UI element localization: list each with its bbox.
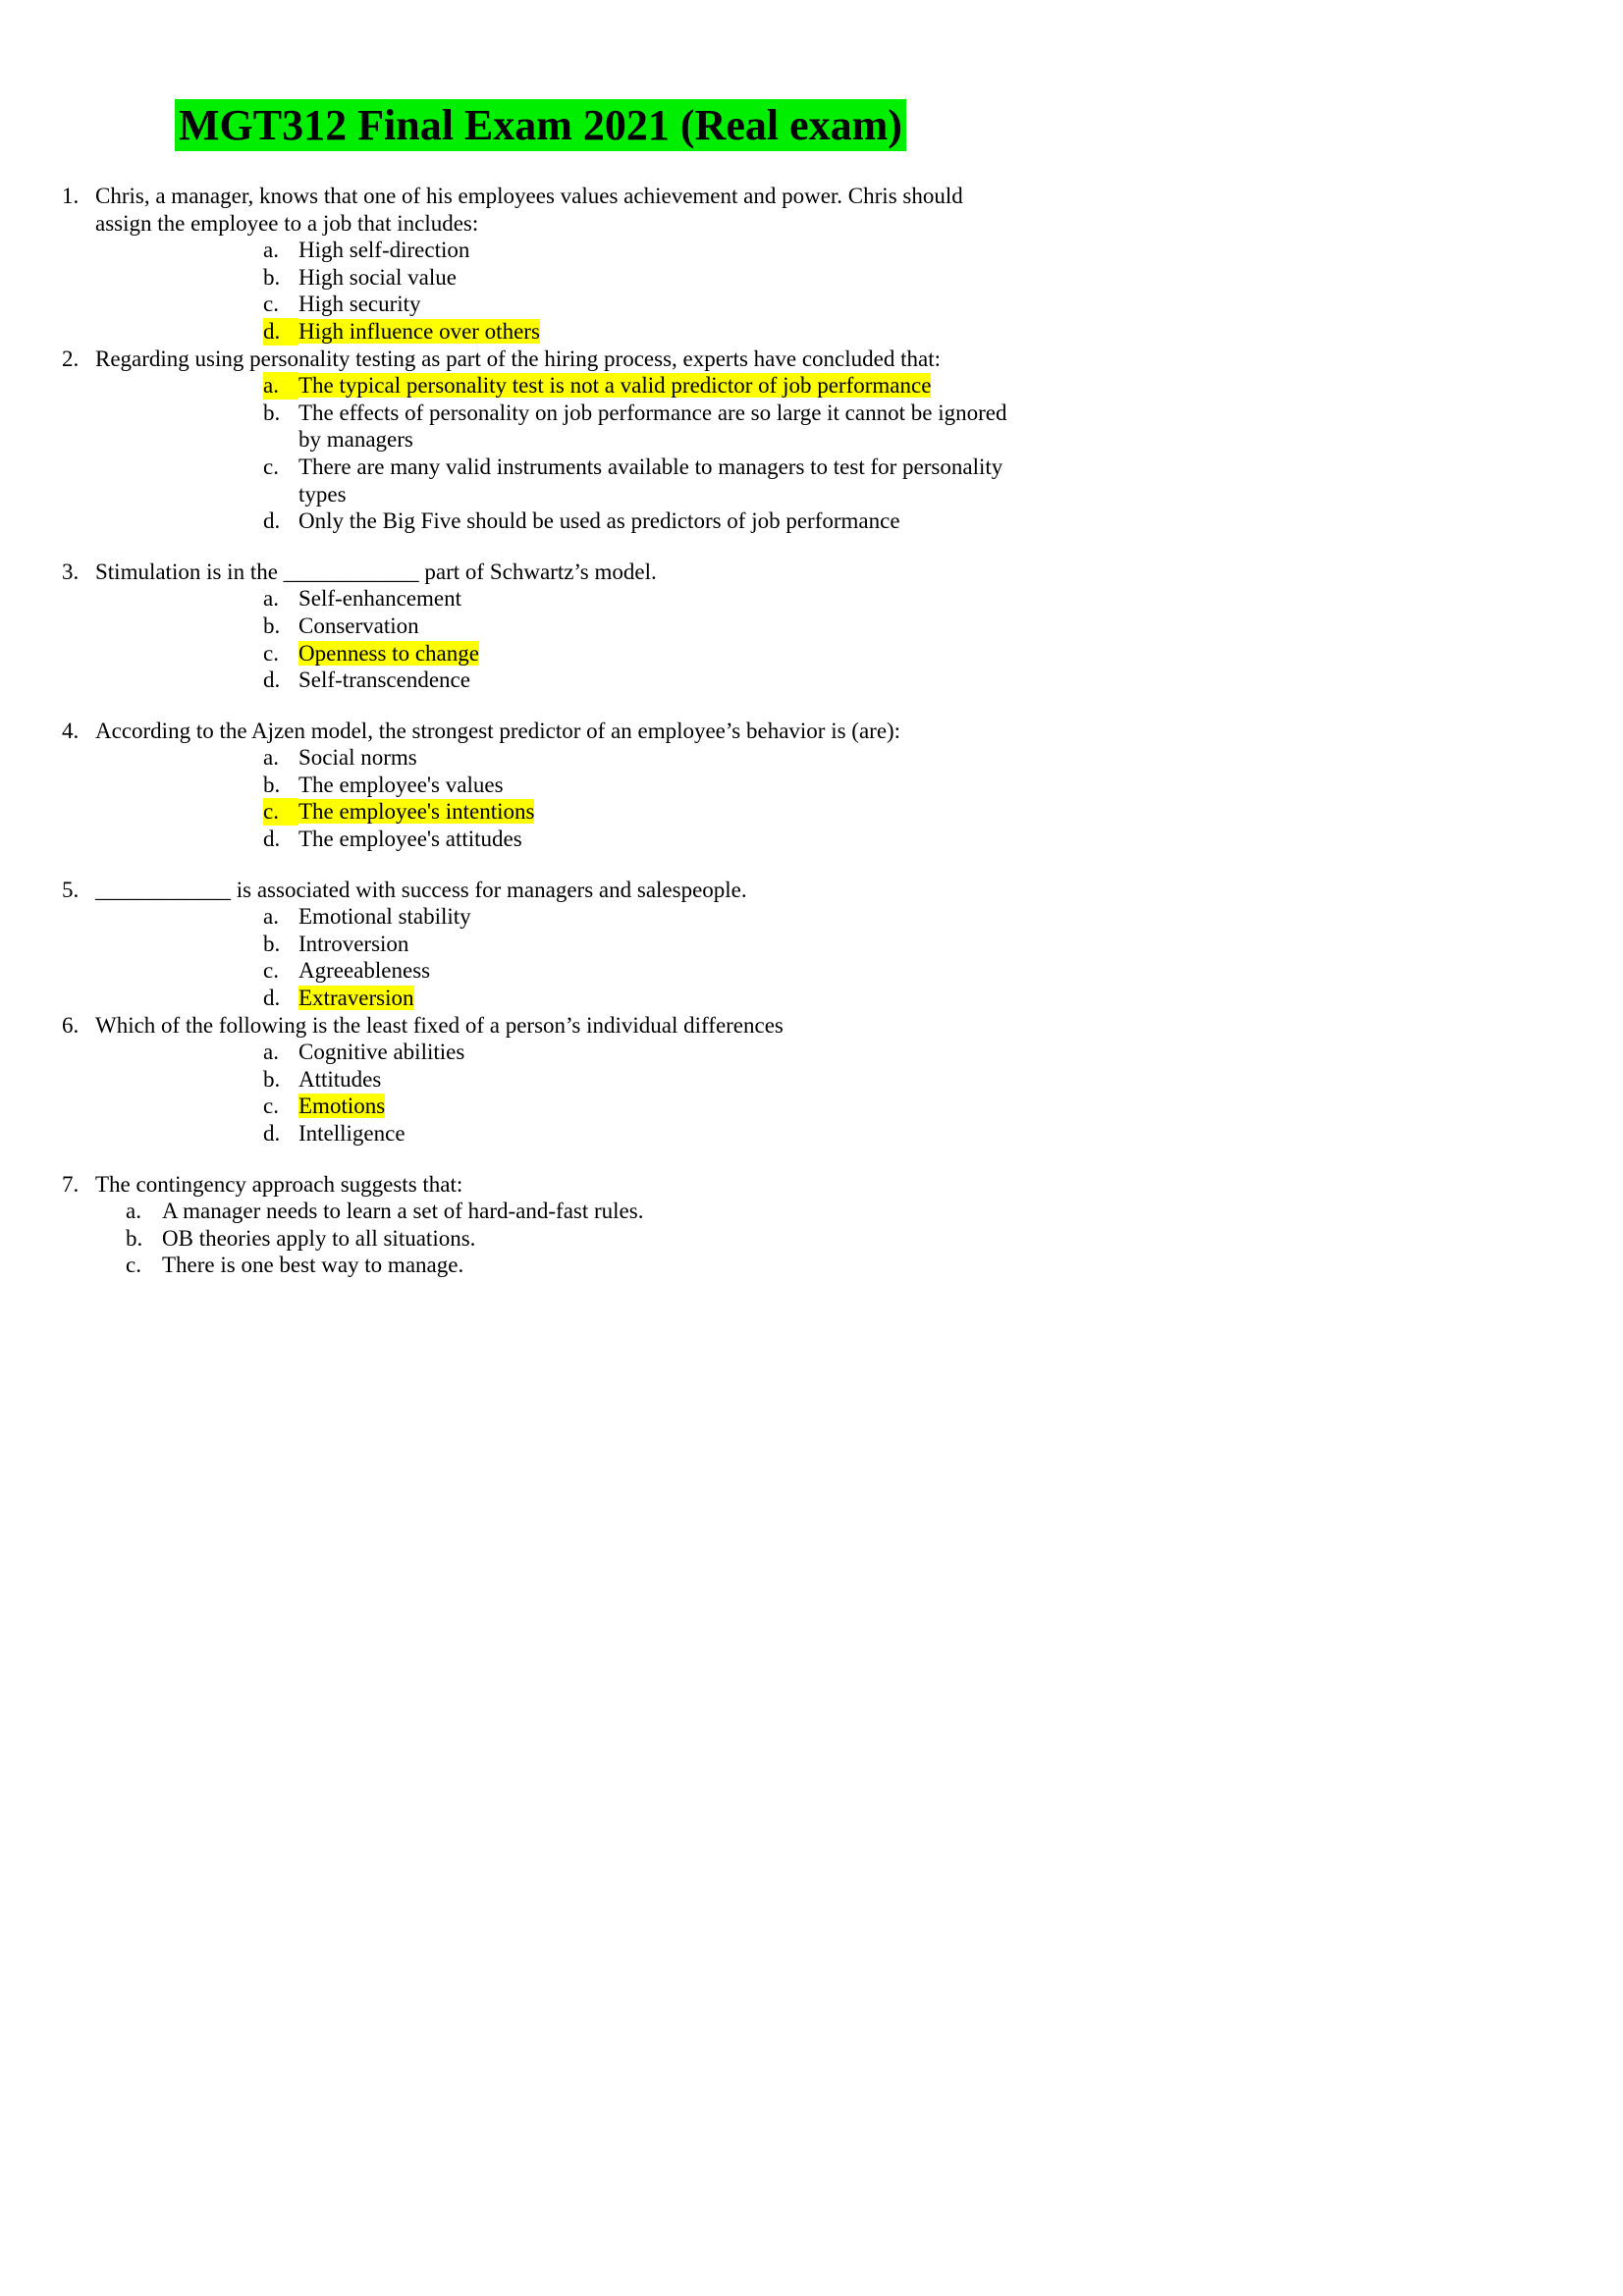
- option: [263, 772, 1019, 799]
- question-text: The contingency approach suggests that:: [95, 1171, 463, 1197]
- question: [62, 1171, 1019, 1279]
- option-answer-highlight: Emotions: [298, 1094, 386, 1119]
- option: [263, 1093, 1019, 1120]
- option-text: [298, 957, 1019, 985]
- option-answer-highlight: Extraversion: [298, 986, 414, 1011]
- option-text: [298, 291, 1019, 318]
- option-text: [298, 640, 1019, 667]
- option-text-span: There are many valid instruments available to managers to test for personality types: [298, 454, 1003, 507]
- option-text-span: The employee's attitudes: [298, 827, 522, 852]
- option-list: [62, 1198, 1019, 1279]
- option-text: [162, 1225, 1019, 1253]
- option-text-span: Attitudes: [298, 1066, 382, 1092]
- option-letter: a.: [263, 372, 298, 400]
- option-letter: a.: [263, 904, 279, 930]
- option-text-span: OB theories apply to all situations.: [162, 1225, 476, 1251]
- option-letter: a.: [126, 1199, 141, 1224]
- option-text-span: Self-enhancement: [298, 586, 462, 612]
- option-list: [62, 372, 1019, 535]
- question-text: Regarding using personality testing as part of the hiring process, experts have concluded that:: [95, 346, 941, 371]
- option-text: [298, 1120, 1019, 1148]
- page-title: [62, 98, 1019, 153]
- option: [126, 1225, 1019, 1253]
- option-letter: b.: [263, 1066, 281, 1092]
- option-text: [298, 264, 1019, 292]
- option: [263, 318, 1019, 346]
- option-letter: c.: [263, 640, 279, 666]
- question-header: [62, 1171, 1019, 1199]
- option-letter: a.: [263, 586, 279, 612]
- question-header: [62, 1012, 1019, 1040]
- option-text-span: Agreeableness: [298, 958, 431, 984]
- option-answer-highlight: Openness to change: [298, 640, 479, 666]
- option-text: [298, 237, 1019, 264]
- option-answer-highlight: The typical personality test is not a valid predictor of job performance: [298, 373, 932, 399]
- option-text-span: Only the Big Five should be used as predictors of job performance: [298, 508, 900, 534]
- option-letter: d.: [263, 667, 281, 693]
- option-letter: b.: [263, 931, 281, 956]
- option-letter: d.: [263, 827, 281, 852]
- option-letter: b.: [263, 613, 281, 638]
- option: [263, 372, 1019, 400]
- option: [263, 291, 1019, 318]
- option-text: [298, 931, 1019, 958]
- option: [263, 1066, 1019, 1094]
- option-text: [298, 798, 1019, 826]
- option-text-span: Introversion: [298, 931, 409, 956]
- option-text-span: Intelligence: [298, 1121, 406, 1146]
- question: [62, 877, 1019, 1012]
- option-letter: b.: [263, 772, 281, 797]
- option: [263, 985, 1019, 1012]
- option: [263, 585, 1019, 613]
- option-text-span: High self-direction: [298, 238, 470, 263]
- question-header: [62, 877, 1019, 904]
- option-list: [62, 903, 1019, 1011]
- option-text: [298, 454, 1019, 507]
- option-letter: c.: [263, 454, 279, 479]
- option-text: [298, 400, 1019, 454]
- option: [263, 640, 1019, 667]
- question: [62, 346, 1019, 535]
- option-text: [298, 744, 1019, 772]
- option-text: [298, 1066, 1019, 1094]
- question: [62, 1012, 1019, 1148]
- question-number: 2.: [62, 346, 80, 371]
- question: [62, 183, 1019, 346]
- option-text: [298, 772, 1019, 799]
- option-letter: d.: [263, 1121, 281, 1146]
- option-text-span: Cognitive abilities: [298, 1040, 465, 1065]
- option-letter: c.: [263, 958, 279, 984]
- option-letter: d.: [263, 508, 281, 534]
- option: [263, 744, 1019, 772]
- option-text-span: The employee's values: [298, 772, 504, 797]
- option: [263, 264, 1019, 292]
- option-list: [62, 1039, 1019, 1147]
- question-number: 3.: [62, 559, 80, 584]
- option: [263, 931, 1019, 958]
- option-text-span: Emotional stability: [298, 904, 471, 930]
- question-text: Which of the following is the least fixed of a person’s individual differences: [95, 1012, 784, 1038]
- option-letter: c.: [263, 1094, 279, 1119]
- option-text: [298, 667, 1019, 694]
- option-letter: b.: [126, 1225, 143, 1251]
- option-text-span: Self-transcendence: [298, 667, 470, 693]
- option-text: [298, 585, 1019, 613]
- option: [126, 1252, 1019, 1279]
- question-number: 7.: [62, 1171, 80, 1197]
- question-text: Stimulation is in the ____________ part of Schwartz’s model.: [95, 559, 657, 584]
- option: [263, 237, 1019, 264]
- option: [263, 798, 1019, 826]
- option-letter: a.: [263, 745, 279, 771]
- option-list: [62, 585, 1019, 693]
- question-header: [62, 183, 1019, 237]
- option-letter: c.: [263, 798, 298, 826]
- option: [126, 1198, 1019, 1225]
- question-number: 5.: [62, 877, 80, 902]
- option: [263, 957, 1019, 985]
- option: [263, 826, 1019, 853]
- option-letter: d.: [263, 986, 281, 1011]
- option-letter: b.: [263, 400, 281, 425]
- question-number: 6.: [62, 1012, 80, 1038]
- option-text: [298, 507, 1019, 535]
- question-number: 1.: [62, 184, 80, 208]
- option-text: [298, 318, 1019, 346]
- option-answer-highlight: The employee's intentions: [298, 799, 535, 825]
- option-letter: d.: [263, 318, 298, 346]
- question: [62, 718, 1019, 853]
- option: [263, 613, 1019, 640]
- option-text-span: Social norms: [298, 745, 417, 771]
- question-text: ____________ is associated with success for managers and salespeople.: [95, 877, 747, 902]
- question-header: [62, 718, 1019, 745]
- question-text: According to the Ajzen model, the strongest predictor of an employee’s behavior is (are):: [95, 718, 901, 743]
- option-text-span: A manager needs to learn a set of hard-and-fast rules.: [162, 1199, 644, 1224]
- option-letter: b.: [263, 264, 281, 290]
- option-list: [62, 237, 1019, 345]
- page-title-text: MGT312 Final Exam 2021 (Real exam): [175, 99, 906, 151]
- option-answer-highlight: High influence over others: [298, 318, 540, 344]
- option-text: [298, 826, 1019, 853]
- option: [263, 667, 1019, 694]
- option: [263, 1120, 1019, 1148]
- exam-content: [0, 0, 1019, 1279]
- option-letter: a.: [263, 238, 279, 263]
- option-text-span: Conservation: [298, 613, 419, 638]
- option: [263, 507, 1019, 535]
- option-letter: c.: [126, 1253, 141, 1278]
- option-text: [298, 1093, 1019, 1120]
- question-header: [62, 346, 1019, 373]
- option-letter: c.: [263, 292, 279, 317]
- option: [263, 1039, 1019, 1066]
- option-text: [298, 613, 1019, 640]
- option: [263, 400, 1019, 454]
- question-text: Chris, a manager, knows that one of his employees values achievement and power. Chris should assign the employee to a job that includes:: [95, 184, 963, 236]
- option-text: [298, 1039, 1019, 1066]
- option-text: [298, 903, 1019, 931]
- option: [263, 454, 1019, 507]
- option-text: [298, 985, 1019, 1012]
- option-text-span: High security: [298, 292, 421, 317]
- option-letter: a.: [263, 1040, 279, 1065]
- option-text: [162, 1198, 1019, 1225]
- option-text-span: There is one best way to manage.: [162, 1253, 464, 1278]
- option-text: [298, 372, 1019, 400]
- option-text: [162, 1252, 1019, 1279]
- option: [263, 903, 1019, 931]
- option-list: [62, 744, 1019, 852]
- option-text-span: The effects of personality on job performance are so large it cannot be ignored by managers: [298, 400, 1007, 453]
- option-text-span: High social value: [298, 264, 457, 290]
- question: [62, 559, 1019, 694]
- question-list: [62, 183, 1019, 1279]
- question-number: 4.: [62, 718, 80, 743]
- question-header: [62, 559, 1019, 586]
